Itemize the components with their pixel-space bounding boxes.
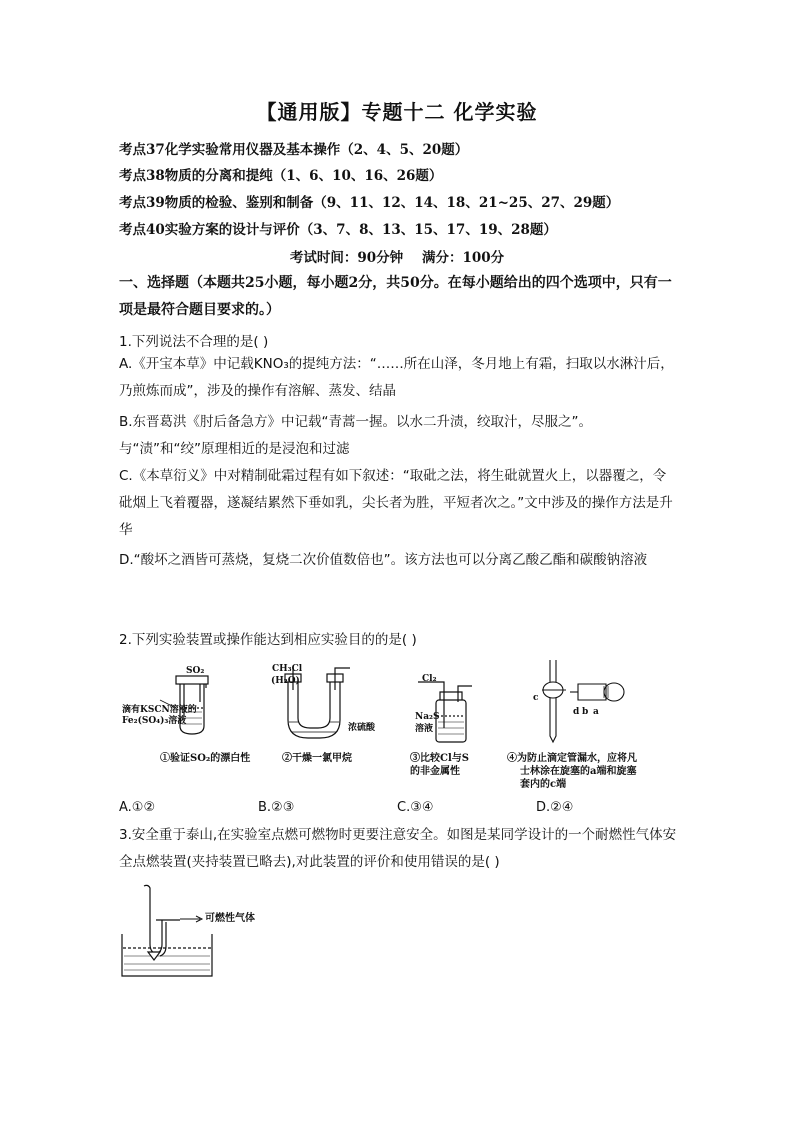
kaodian-38: 考点38物质的分离和提纯（1、6、10、16、26题）: [119, 168, 443, 184]
arrow-icon: [180, 914, 204, 924]
label-a: a: [593, 707, 599, 717]
q1-option-a: A.《开宝本草》中记载KNO₃的提纯方法：“……所在山泽，冬月地上有霜，扫取以水淋汁后，乃煎炼而成”，涉及的操作有溶解、蒸发、结晶: [119, 356, 674, 399]
label-conc-acid: 浓硫酸: [348, 723, 376, 733]
label-fe2so4: Fe₂(SO₄)₃溶液: [122, 716, 187, 726]
caption-1: ①验证SO₂的漂白性: [160, 753, 251, 764]
kaodian-39: 考点39物质的检验、鉴别和制备（9、11、12、14、18、21~25、27、29题）: [119, 195, 620, 211]
q3-stem: 3.安全重于泰山,在实验室点燃可燃物时更要注意安全。如图是某同学设计的一个耐燃性气体安全点燃装置(夹持装置已略去),对此装置的评价和使用错误的是( ): [119, 827, 677, 870]
q2-stem: 2.下列实验装置或操作能达到相应实验目的的是( ): [119, 632, 417, 648]
page-title: 【通用版】专题十二 化学实验: [256, 100, 538, 124]
caption-2: ②干燥一氯甲烷: [282, 753, 352, 764]
q1-option-c: C.《本草衍义》中对精制砒霜过程有如下叙述：“取砒之法，将生砒就置火上，以器覆之，令砒烟上飞着覆器，遂凝结累然下垂如乳，尖长者为胜，平短者次之。”文中涉及的操作方法是升华: [119, 468, 673, 538]
caption-4-line2: 士林涂在旋塞的a端和旋塞: [520, 766, 637, 777]
label-so2: SO₂: [186, 666, 205, 676]
kaodian-37: 考点37化学实验常用仪器及基本操作（2、4、5、20题）: [119, 142, 469, 158]
label-cl2: Cl₂: [422, 674, 437, 684]
caption-4-line1: ④为防止滴定管漏水，应将凡: [507, 753, 637, 764]
label-kscn: 滴有KSCN溶液的: [122, 705, 197, 715]
q2-choice-c: C.③④: [397, 800, 434, 815]
q1-stem: 1.下列说法不合理的是( ): [119, 334, 269, 350]
caption-3-line1: ③比较Cl与S: [410, 753, 469, 764]
q2-choice-a: A.①②: [119, 800, 156, 815]
label-na2s: Na₂S: [415, 712, 440, 722]
q1-option-b: B.东晋葛洪《肘后备急方》中记载“青蒿一握。以水二升渍，绞取汁，尽服之”。与“渍”和“绞”原理相近的是浸泡和过滤: [119, 414, 593, 457]
apparatus-1-figure: [118, 660, 243, 745]
label-c: c: [533, 693, 539, 703]
kaodian-40: 考点40实验方案的设计与评价（3、7、8、13、15、17、19、28题）: [119, 222, 557, 238]
label-ch3cl: CH₃Cl: [272, 664, 303, 674]
label-b: b: [582, 707, 589, 717]
q3-apparatus-figure: [118, 880, 218, 980]
apparatus-4-figure: [526, 656, 636, 746]
q2-choice-d: D.②④: [536, 800, 574, 815]
section-heading: 一、选择题（本题共25小题，每小题2分，共50分。在每小题给出的四个选项中，只有一项是最符合题目要求的。）: [119, 275, 672, 318]
label-combustible-gas: 可燃性气体: [205, 913, 255, 924]
label-h2o: (H₂O): [271, 676, 300, 686]
q1-option-d: D.“酸坏之酒皆可蒸烧，复烧二次价值数倍也”。该方法也可以分离乙酸乙酯和碳酸钠溶液: [119, 552, 648, 568]
label-d: d: [573, 707, 580, 717]
q2-choice-b: B.②③: [258, 800, 295, 815]
exam-info: 考试时间：90分钟 满分：100分: [289, 250, 505, 266]
label-solution: 溶液: [415, 724, 434, 734]
caption-3-line2: 的非金属性: [410, 766, 460, 777]
caption-4-line3: 套内的c端: [520, 779, 567, 790]
